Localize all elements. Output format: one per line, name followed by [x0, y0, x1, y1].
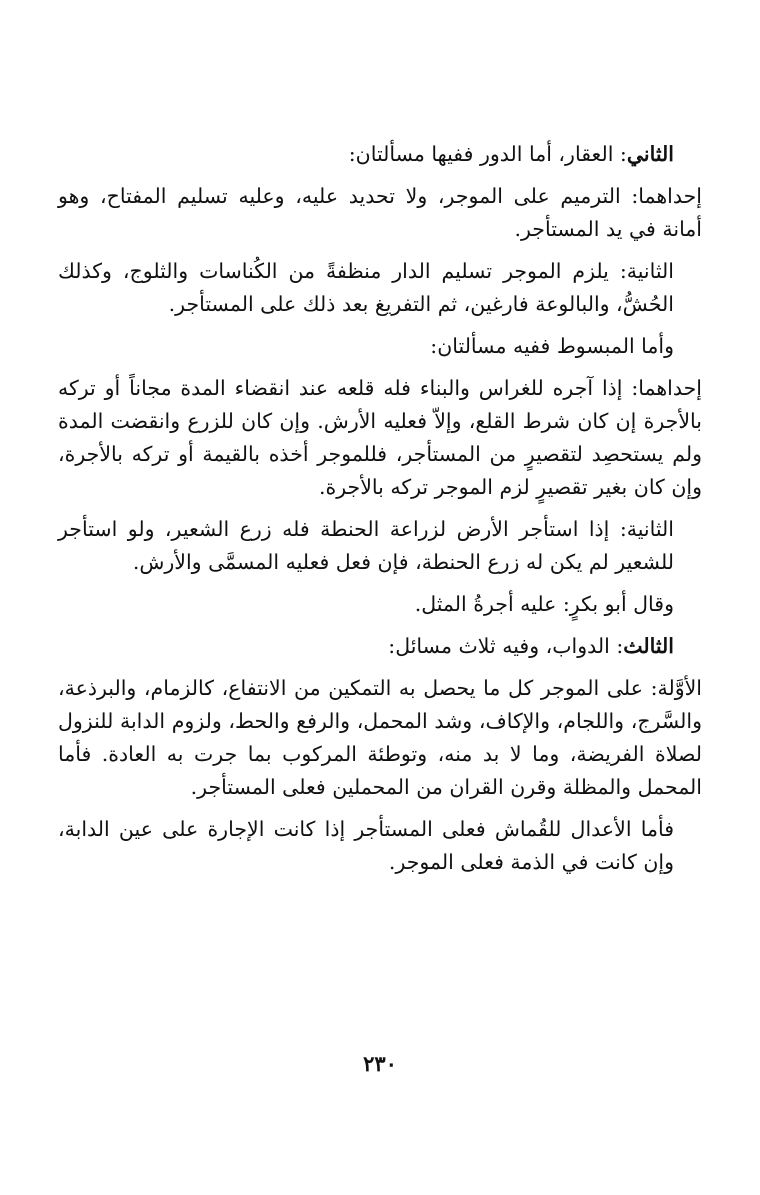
paragraph [58, 513, 702, 579]
paragraph-text: الأوَّلة: على الموجر كل ما يحصل به التمكين من الانتفاع، كالزمام، والبرذعة، والسَّرج، واللجام، والإكاف، وشد المحمل، والرفع والحط، ولزوم الدابة للنزول لصلاة الفريضة، وما لا بد منه، وتوطئة المركوب بما جرت به العادة. فأما المحمل والمظلة وقرن القران من المحملين فعلى المستأجر. [58, 676, 702, 799]
paragraph-text: إحداهما: إذا آجره للغراس والبناء فله قلعه عند انقضاء المدة مجاناً أو تركه بالأجرة إن كان شرط القلع، وإلاّ فعليه الأرش. وإن كان للزرع وانقضت المدة ولم يستحصِد لتقصيرٍ من المستأجر، فللموجر أخذه بالقيمة أو تركه بالأجرة، وإن كان بغير تقصيرٍ لزم الموجر تركه بالأجرة. [58, 376, 702, 499]
paragraph-text: : العقار، أما الدور ففيها مسألتان: [348, 142, 627, 166]
page-number: ٢٣٠ [363, 1051, 397, 1076]
paragraph [58, 330, 702, 363]
paragraph [58, 255, 702, 321]
section-heading: الثاني [626, 142, 674, 166]
page-body [58, 138, 702, 888]
paragraph-text: إحداهما: الترميم على الموجر، ولا تحديد عليه، وعليه تسليم المفتاح، وهو أمانة في يد المستأجر. [58, 184, 702, 241]
paragraph [58, 588, 702, 621]
paragraph-text: فأما الأعدال للقُماش فعلى المستأجر إذا كانت الإجارة على عين الدابة، وإن كانت في الذمة فعلى الموجر. [58, 817, 674, 874]
paragraph [58, 630, 702, 663]
paragraph [58, 672, 702, 804]
paragraph [58, 372, 702, 504]
paragraph-text: الثانية: يلزم الموجر تسليم الدار منظفةً من الكُناسات والثلوج، وكذلك الحُشُّ، والبالوعة فارغين، ثم التفريغ بعد ذلك على المستأجر. [58, 259, 674, 316]
paragraph [58, 180, 702, 246]
paragraph-text: وأما المبسوط ففيه مسألتان: [430, 334, 674, 358]
paragraph [58, 813, 702, 879]
section-heading: الثالث [623, 634, 674, 658]
paragraph [58, 138, 702, 171]
paragraph-text: الثانية: إذا استأجر الأرض لزراعة الحنطة فله زرع الشعير، ولو استأجر للشعير لم يكن له زرع الحنطة، فإن فعل فعليه المسمَّى والأرش. [58, 517, 674, 574]
paragraph-text: وقال أبو بكرٍ: عليه أجرةُ المثل. [414, 592, 674, 616]
paragraph-text: : الدواب، وفيه ثلاث مسائل: [388, 634, 624, 658]
